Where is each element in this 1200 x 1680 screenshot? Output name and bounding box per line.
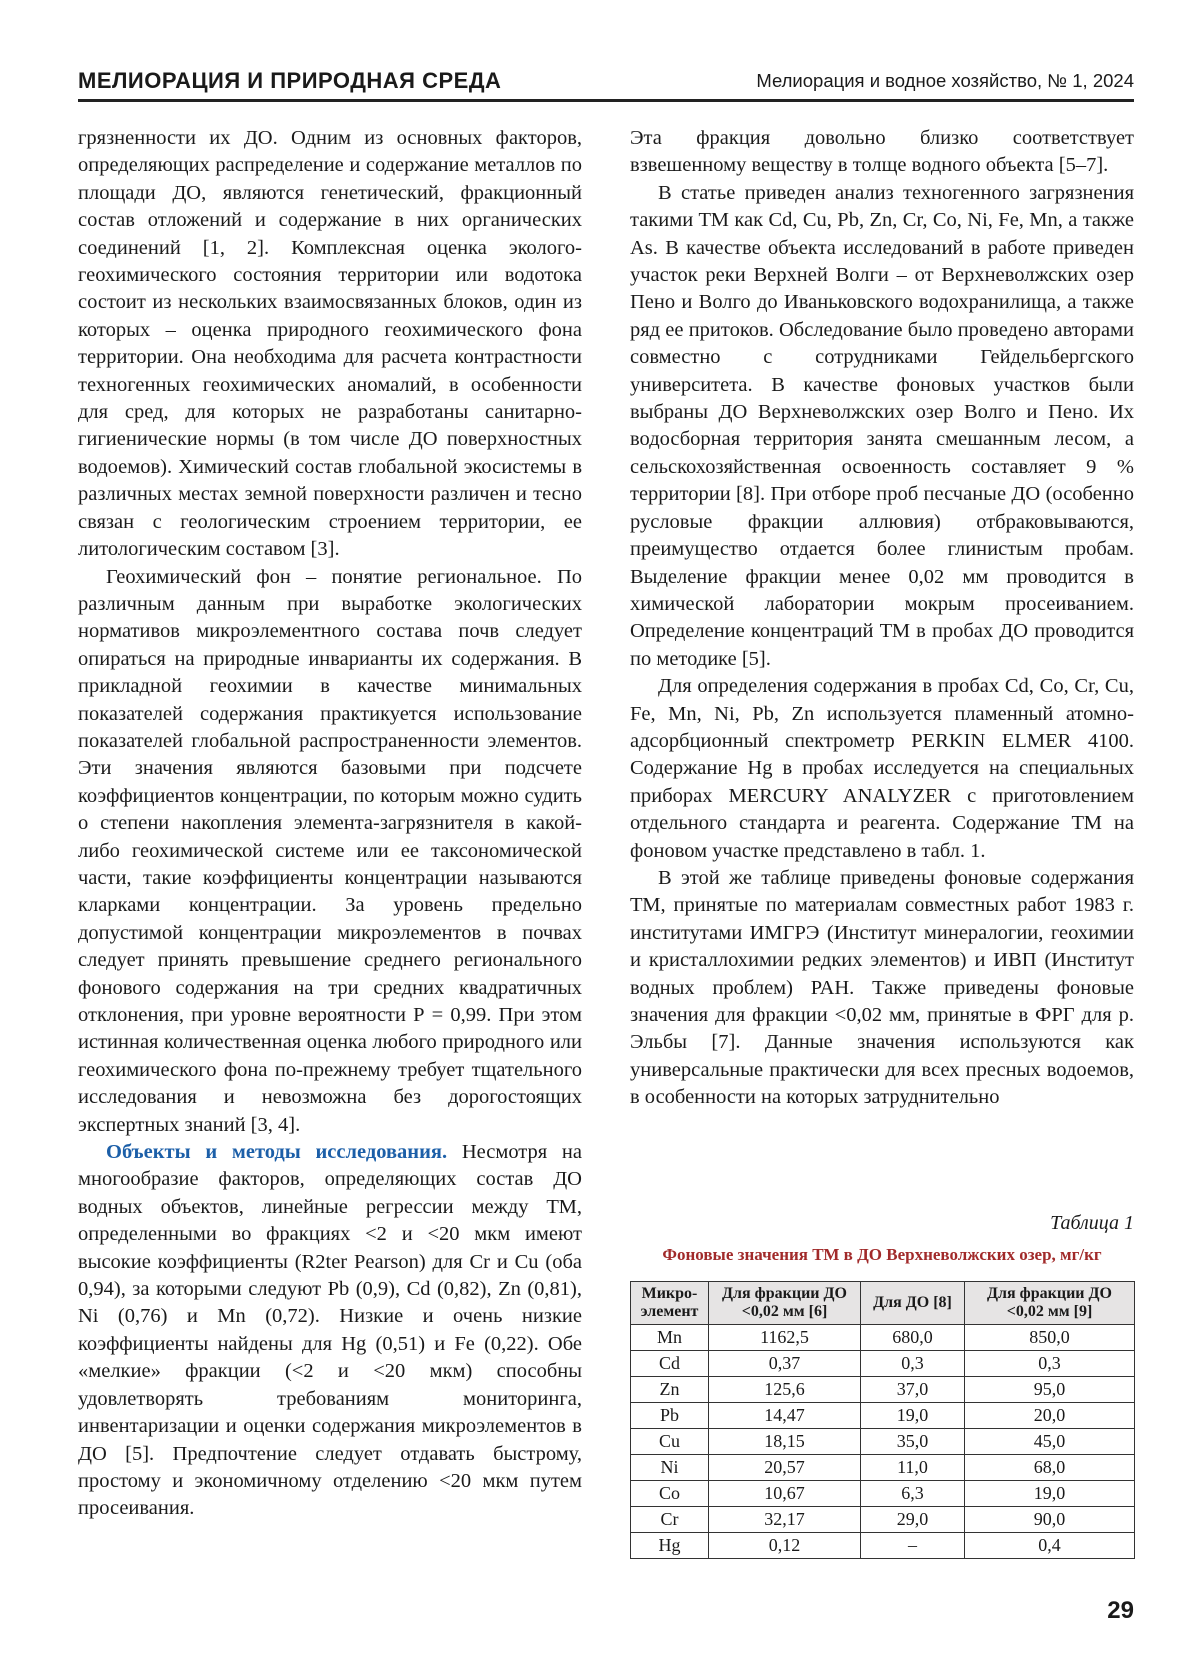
element-cell: Ni: [631, 1455, 709, 1481]
column-header: Для ДО [8]: [861, 1282, 965, 1325]
value-cell: –: [861, 1533, 965, 1559]
paragraph: Геохимический фон – понятие региональное. По различным данным при выработке экологических нормативов микроэлементного состава почв следует опираться на природные инварианты их содержания. В прикладной геохимии в качестве минимальных показателей содержания практикуется использование показателей глобальной распространенности элементов. Эти значения являются базовыми при подсчете коэффициентов концентрации, по которым можно судить о степени накопления элемента-загрязнителя в какой-либо геохимической системе или ее таксономической части, такие коэффициенты концентрации называются кларками концентрации. За уровень предельно допустимой концентрации микроэлементов в почвах следует принять превышение среднего регионального фонового содержания на три средних квадратичных отклонения, при уровне вероятности Р = 0,99. При этом истинная количественная оценка любого природного или геохимического фона по-прежнему требует тщательного исследования и невозможна без дорогостоящих экспертных знаний [3, 4].: [78, 565, 582, 1136]
value-cell: 0,4: [965, 1533, 1135, 1559]
data-table: [630, 1281, 1135, 1559]
value-cell: 0,37: [709, 1351, 861, 1377]
table-header-row: [631, 1282, 1135, 1325]
table-row: [631, 1377, 1135, 1403]
section-title: МЕЛИОРАЦИЯ И ПРИРОДНАЯ СРЕДА: [78, 68, 502, 93]
value-cell: 0,12: [709, 1533, 861, 1559]
left-column: [78, 125, 582, 1655]
value-cell: 14,47: [709, 1403, 861, 1429]
element-cell: Cd: [631, 1351, 709, 1377]
value-cell: 125,6: [709, 1377, 861, 1403]
column-header: Для фракции ДО <0,02 мм [9]: [965, 1282, 1135, 1325]
value-cell: 680,0: [861, 1325, 965, 1351]
table-body: [631, 1325, 1135, 1559]
paragraph: грязненности их ДО. Одним из основных факторов, определяющих распределение и содержание металлов по площади ДО, являются генетический, фракционный состав отложений и содержание в них органических соединений [1, 2]. Комплексная оценка эколого-геохимического состояния территории или водотока состоит из нескольких взаимосвязанных блоков, один из которых – оценка природного геохимического фона территории. Она необходима для расчета контрастности техногенных геохимических аномалий, в особенности для сред, для которых не разработаны санитарно-гигиенические нормы (в том числе ДО поверхностных водоемов). Химический состав глобальной экосистемы в различных местах земной поверхности различен и тесно связан с геологическим строением территории, ее литологическим составом [3].: [78, 127, 582, 561]
value-cell: 19,0: [965, 1481, 1135, 1507]
value-cell: 1162,5: [709, 1325, 861, 1351]
element-cell: Zn: [631, 1377, 709, 1403]
table-row: [631, 1533, 1135, 1559]
value-cell: 95,0: [965, 1377, 1135, 1403]
value-cell: 0,3: [965, 1351, 1135, 1377]
table-row: [631, 1481, 1135, 1507]
value-cell: 6,3: [861, 1481, 965, 1507]
value-cell: 19,0: [861, 1403, 965, 1429]
table-caption: Таблица 1: [1050, 1212, 1134, 1234]
table-row: [631, 1325, 1135, 1351]
value-cell: 68,0: [965, 1455, 1135, 1481]
column-header: Микро-элемент: [631, 1282, 709, 1325]
value-cell: 37,0: [861, 1377, 965, 1403]
value-cell: 45,0: [965, 1429, 1135, 1455]
value-cell: 35,0: [861, 1429, 965, 1455]
paragraph: [78, 1139, 582, 1523]
running-header: [78, 64, 1134, 98]
element-cell: Pb: [631, 1403, 709, 1429]
right-column: [630, 125, 1134, 1185]
page-number: 29: [1107, 1597, 1134, 1624]
paragraph: Эта фракция довольно близко соответствует взвешенному веществу в толще водного объекта [5–7].: [630, 127, 1134, 177]
value-cell: 850,0: [965, 1325, 1135, 1351]
element-cell: Hg: [631, 1533, 709, 1559]
value-cell: 20,0: [965, 1403, 1135, 1429]
table-row: [631, 1403, 1135, 1429]
value-cell: 11,0: [861, 1455, 965, 1481]
table-row: [631, 1351, 1135, 1377]
paragraph: В этой же таблице приведены фоновые содержания ТМ, принятые по материалам совместных работ 1983 г. институтами ИМГРЭ (Институт минералогии, геохимии и кристаллохимии редких элементов) и ИВП (Институт водных проблем) РАН. Также приведены фоновые значения для фракции <0,02 мм, принятые в ФРГ для р. Эльбы [7]. Данные значения используются как универсальные практически для всех пресных водоемов, в особенности на которых затруднительно: [630, 866, 1134, 1109]
value-cell: 29,0: [861, 1507, 965, 1533]
value-cell: 0,3: [861, 1351, 965, 1377]
element-cell: Mn: [631, 1325, 709, 1351]
element-cell: Cr: [631, 1507, 709, 1533]
table-title: Фоновые значения ТМ в ДО Верхневолжских озер, мг/кг: [662, 1245, 1102, 1264]
paragraph-text: Несмотря на многообразие факторов, определяющих состав ДО водных объектов, линейные регрессии между ТМ, определенными во фракциях <2 и <20 мкм имеют высокие коэффициенты (R2ter Pearson) для Cr и Cu (оба 0,94), за которыми следуют Pb (0,9), Cd (0,82), Zn (0,81), Ni (0,76) и Mn (0,72). Низкие и очень низкие коэффициенты найдены для Hg (0,51) и Fe (0,22). Обе «мелкие» фракции (<2 и <20 мкм) способны удовлетворять требованиям мониторинга, инвентаризации и оценки содержания микроэлементов в ДО [5]. Предпочтение следует отдавать быстрому, простому и экономичному отделению <20 мкм путем просеивания.: [78, 1141, 582, 1520]
table-row: [631, 1429, 1135, 1455]
section-heading: Объекты и методы исследования.: [106, 1141, 448, 1164]
column-header: Для фракции ДО <0,02 мм [6]: [709, 1282, 861, 1325]
paragraph: В статье приведен анализ техногенного загрязнения такими ТМ как Cd, Cu, Pb, Zn, Cr, Co, Ni, Fe, Mn, а также As. В качестве объекта исследований в работе приведен участок реки Верхней Волги – от Верхневолжских озер Пено и Волго до Иваньковского водохранилища, а также ряд ее притоков. Обследование было проведено авторами совместно с сотрудниками Гейдельбергского университета. В качестве фоновых участков были выбраны ДО Верхневолжских озер Волго и Пено. Их водосборная территория занята смешанным лесом, а сельскохозяйственная освоенность составляет 9 % территории [8]. При отборе проб песчаные ДО (особенно русловые фракции аллювия) отбраковываются, преимущество отдается более глинистым пробам. Выделение фракции менее 0,02 мм проводится в химической лаборатории мокрым просеиванием. Определение концентраций ТМ в пробах ДО проводится по методике [5].: [630, 181, 1134, 670]
value-cell: 10,67: [709, 1481, 861, 1507]
value-cell: 20,57: [709, 1455, 861, 1481]
header-rule: [78, 99, 1134, 102]
table-row: [631, 1507, 1135, 1533]
paragraph: Для определения содержания в пробах Cd, Co, Cr, Cu, Fe, Mn, Ni, Pb, Zn используется пламенный атомно-адсорбционный спектрометр PERKIN ELMER 4100. Содержание Hg в пробах исследуется на специальных приборах MERCURY ANALYZER с приготовлением отдельного стандарта и реагента. Содержание ТМ на фоновом участке представлено в табл. 1.: [630, 675, 1134, 862]
table-row: [631, 1455, 1135, 1481]
value-cell: 32,17: [709, 1507, 861, 1533]
journal-issue: Мелиорация и водное хозяйство, № 1, 2024: [756, 70, 1134, 91]
value-cell: 18,15: [709, 1429, 861, 1455]
element-cell: Cu: [631, 1429, 709, 1455]
element-cell: Co: [631, 1481, 709, 1507]
value-cell: 90,0: [965, 1507, 1135, 1533]
